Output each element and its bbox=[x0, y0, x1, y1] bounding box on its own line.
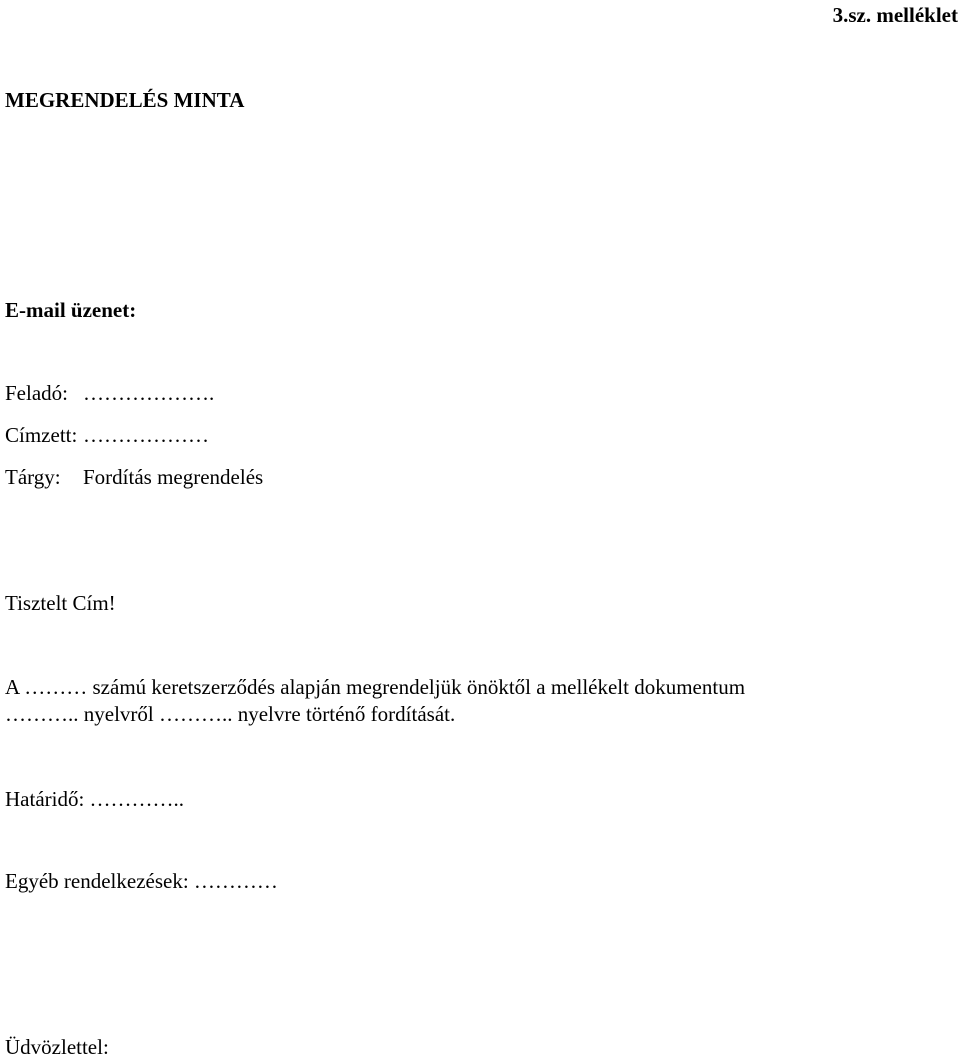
subject-row bbox=[5, 464, 263, 490]
greeting: Tisztelt Cím! bbox=[5, 591, 116, 615]
document-title: MEGRENDELÉS MINTA bbox=[5, 88, 245, 112]
recipient-value: ……………… bbox=[83, 423, 209, 447]
email-heading: E-mail üzenet: bbox=[5, 298, 137, 322]
subject-value: Fordítás megrendelés bbox=[83, 465, 264, 489]
recipient-label: Címzett: bbox=[5, 423, 78, 447]
sender-row bbox=[5, 380, 214, 406]
sender-value: ………………. bbox=[83, 381, 215, 405]
deadline-line: Határidő: ………….. bbox=[5, 787, 185, 811]
sender-label: Feladó: bbox=[5, 381, 68, 405]
other-provisions-line: Egyéb rendelkezések: ………… bbox=[5, 869, 278, 893]
body-line-1: A ……… számú keretszerződés alapján megrendeljük önöktől a mellékelt dokumentum bbox=[5, 675, 746, 699]
annex-label: 3.sz. melléklet bbox=[832, 3, 958, 27]
recipient-row bbox=[5, 422, 209, 448]
body-line-2: ……….. nyelvről ……….. nyelvre történő fordítását. bbox=[5, 702, 456, 726]
closing-line: Üdvözlettel: bbox=[5, 1035, 109, 1059]
subject-label: Tárgy: bbox=[5, 465, 61, 489]
